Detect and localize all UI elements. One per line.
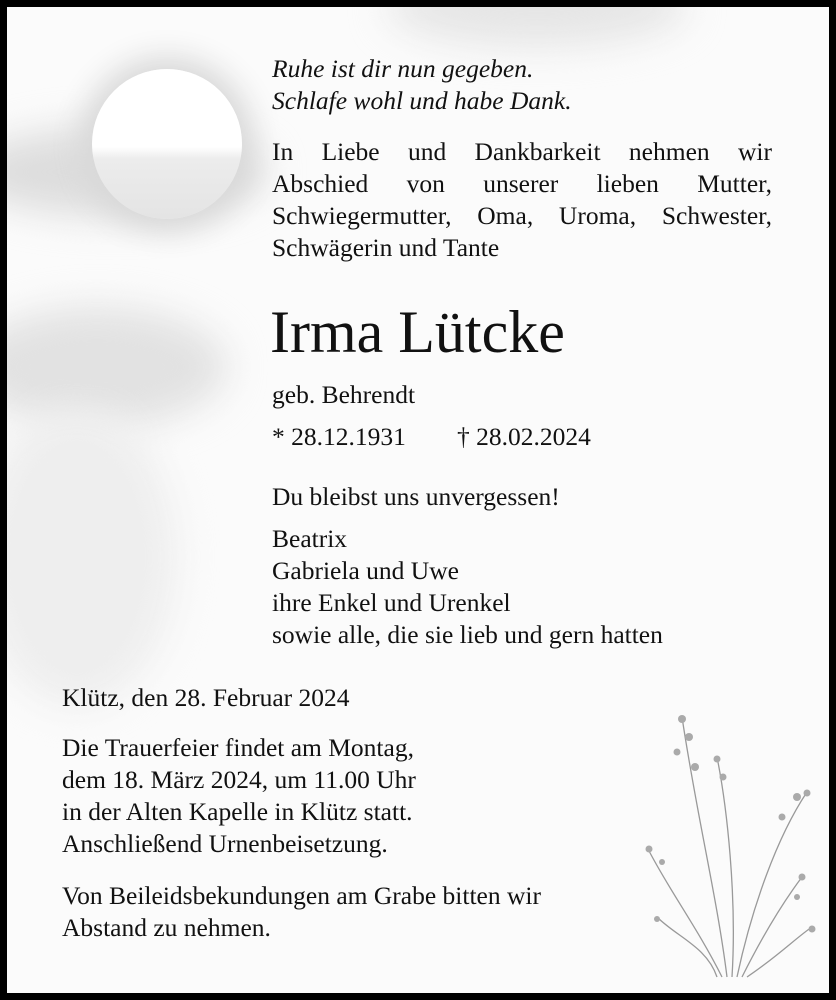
place-date: Klütz, den 28. Februar 2024 [62,683,350,712]
mourner: ihre Enkel und Urenkel [272,588,511,617]
intro-line: Schwiegermutter, Oma, Uroma, Schwester, [272,201,772,230]
funeral-line: dem 18. März 2024, um 11.00 Uhr [62,765,416,794]
mist-decoration [7,407,177,707]
condolence-line: Von Beileidsbekundungen am Grabe bitten wir [62,881,541,910]
maiden-name: geb. Behrendt [272,380,416,409]
mourner: Beatrix [272,524,348,553]
obituary-notice [7,7,829,993]
poem-line: Schlafe wohl und habe Dank. [272,86,572,115]
funeral-line: Die Trauerfeier findet am Montag, [62,733,414,762]
motto: Du bleibst uns unvergessen! [272,482,560,511]
intro-line: Schwägerin und Tante [272,233,500,262]
condolence-line: Abstand zu nehmen. [62,913,271,942]
intro-paragraph [272,136,772,264]
intro-line: In Liebe und Dankbarkeit nehmen wir [272,137,772,166]
death-date: † 28.02.2024 [457,422,591,451]
birth-date: * 28.12.1931 [272,422,406,451]
deceased-name: Irma Lütcke [270,299,565,365]
moon-illustration [92,69,242,219]
intro-line: Abschied von unserer lieben Mutter, [272,169,772,198]
funeral-line: in der Alten Kapelle in Klütz statt. [62,797,413,826]
mist-decoration [387,7,687,47]
mourner: Gabriela und Uwe [272,556,459,585]
poem-line: Ruhe ist dir nun gegeben. [272,54,534,83]
mist-decoration [7,307,227,427]
grass-illustration [637,697,827,987]
funeral-line: Anschließend Urnenbeisetzung. [62,829,388,858]
mourner: sowie alle, die sie lieb und gern hatten [272,620,663,649]
